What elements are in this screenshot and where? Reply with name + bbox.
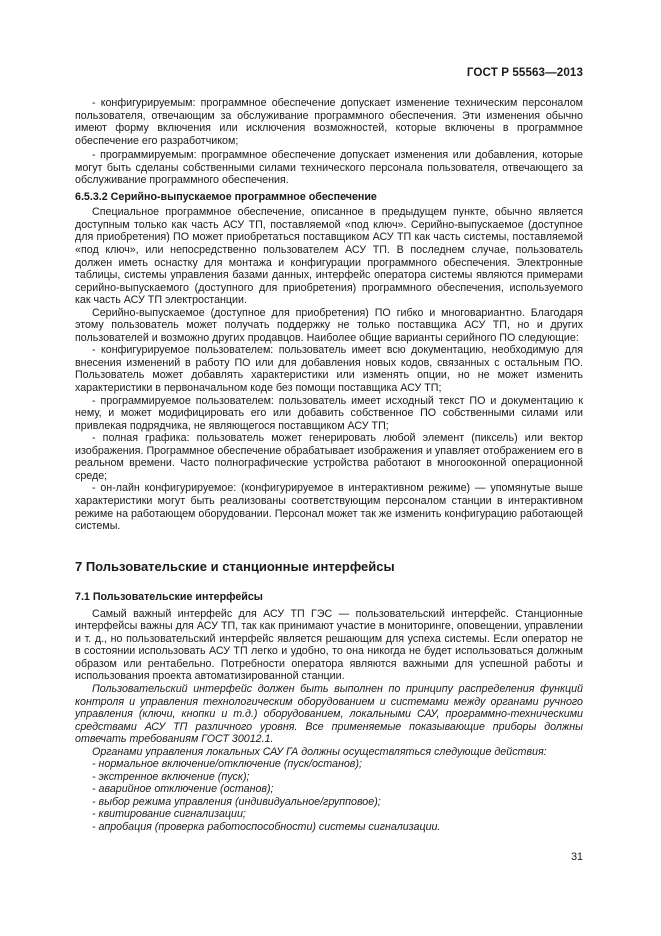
action-item: - квитирование сигнализации; xyxy=(92,808,246,821)
bullet-configurable: - конфигурируемым: программное обеспечение допускает изменение техническим персоналом пользователя, отвечающим за обслуживание программного обеспечения. Эти изменения обычно имеют форму включения или исключения возможностей, которые включены в программное обеспечение его разработчиком; xyxy=(75,97,583,147)
variant-user-programmable: - программируемое пользователем: пользователь имеет исходный текст ПО и документацию к нему, и может модифицировать его или добавить собственное ПО собственными силами или привлекая подрядчика, не являющегося поставщиком АСУ ТП; xyxy=(75,394,583,432)
subsection-heading-6532: 6.5.3.2 Серийно-выпускаемое программное обеспечение xyxy=(75,190,377,203)
variant-full-graphics: - полная графика: пользователь может генерировать любой элемент (пиксель) или вектор изображения. Программное обеспечение обрабатывает изображения и упавляет отображением его в реальном времени. Часто полнографические устройства работают в многооконной операционной среде; xyxy=(75,432,583,482)
paragraph-special-software: Специальное программное обеспечение, описанное в предыдущем пункте, обычно является доступным только как часть АСУ ТП, поставляемой «под ключ». Серийно-выпускаемое (доступное для приобретения) ПО может приобретаться поставщиком АСУ ТП как часть системы, поставляемой «под ключ», или непосредственно пользователем АСУ ТП. В последнем случае, пользователь должен иметь оснастку для монтажа и конфигурации программного обеспечения. Электронные таблицы, системы управления базами данных, интерфейс оператора системы являются примерами серийно-выпускаемого (доступного для приобретения) программного обеспечения, используемого как часть АСУ ТП электростанции. xyxy=(75,206,583,307)
page-number: 31 xyxy=(571,851,583,863)
action-item: - нормальное включение/отключение (пуск/останов); xyxy=(92,758,362,771)
action-item: - апробация (проверка работоспособности) системы сигнализации. xyxy=(92,820,441,833)
paragraph-user-interface: Самый важный интерфейс для АСУ ТП ГЭС — пользовательский интерфейс. Станционные интерфейсы важны для АСУ ТП, так как принимают участие в мониторинге, оповещении, управлении и т. д., но пользовательский интерфейс является решающим для успеха системы. Если оператор не в состоянии использовать АСУ ТП легко и удобно, то она никогда не будет использоваться должным образом или рентабельно. Потребности оператора являются важными для успешной работы и использования проекта автоматизированной станции. xyxy=(75,607,583,683)
bullet-programmable: - программируемым: программное обеспечение допускает изменения или добавления, которые могут быть сделаны собственными силами технического персонала пользователя, отвечающего за обслуживание программного обеспечения. xyxy=(75,149,583,187)
variant-user-configurable: - конфигурируемое пользователем: пользователь имеет всю документацию, необходимую для внесения изменений в работу ПО или для добавления новых кодов, связанных с остальным ПО. Пользователь может добавлять характеристики или изменять опции, но не может изменить характеристики в первоначальном коде без помощи поставщика АСУ ТП; xyxy=(75,344,583,395)
paragraph-control-actions: Органами управления локальных САУ ГА должны осуществляться следующие действия: xyxy=(92,745,547,758)
paragraph-off-the-shelf: Серийно-выпускаемое (доступное для приобретения) ПО гибко и многовариантно. Благодаря этому пользователь может получать поддержку не только поставщика АСУ ТП, но и других пользователей и возможно других продавцов. Наиболее общие варианты серийного ПО следующие: xyxy=(75,306,583,344)
action-item: - экстренное включение (пуск); xyxy=(92,770,250,783)
subsection-heading-71: 7.1 Пользовательские интерфейсы xyxy=(75,591,263,604)
action-item: - выбор режима управления (индивидуальное/групповое); xyxy=(92,795,381,808)
variant-online-configurable: - он-лайн конфигурируемое: (конфигурируемое в интерактивном режиме) — упомянутые выше характеристики могут быть реализованы соответствующим персоналом станции в интерактивном режиме на работающем оборудовании. Персонал может так же изменить конфигурацию работающей системы. xyxy=(75,482,583,533)
document-header: ГОСТ Р 55563—2013 xyxy=(466,66,583,79)
page-content xyxy=(75,95,583,834)
action-item: - аварийное отключение (останов); xyxy=(92,783,274,796)
paragraph-interface-requirements: Пользовательский интерфейс должен быть выполнен по принципу распределения функций контроля и управления технологическим оборудованием и системами между органами ручного управления (ключи, кнопки и т.д.) оборудованием, локальными САУ, программно-техническими средствами АСУ ТП различного уровня. Все применяемые показывающие приборы должны отвечать требованиям ГОСТ 30012.1. xyxy=(75,682,583,746)
section-heading-7: 7 Пользовательские и станционные интерфейсы xyxy=(75,558,395,574)
